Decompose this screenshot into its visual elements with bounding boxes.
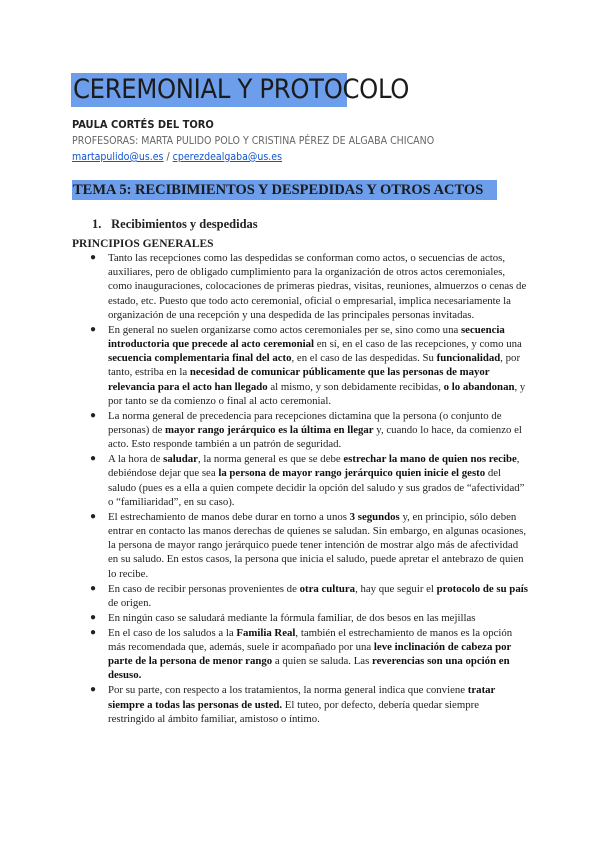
bullet-bold-text: otra cultura xyxy=(299,582,356,595)
bullet-bold-text: reverencias son una opción en desuso. xyxy=(108,655,510,682)
bullet-bold-text: la persona de mayor rango jerárquico quien inicie el gesto xyxy=(218,467,486,480)
bullet-bold-text: funcionalidad xyxy=(436,352,501,365)
bullet-bold-text: necesidad de comunicar públicamente que las personas de mayor relevancia para el acto han llegado xyxy=(108,366,490,393)
bullet-bold-text: Familia Real xyxy=(236,626,296,639)
bullet-list xyxy=(72,251,528,727)
bullet-dot-icon: ● xyxy=(90,323,97,335)
bullet-text: , la norma general es que se debe xyxy=(197,453,344,466)
document-title: CEREMONIAL Y PROTOCOLO xyxy=(73,74,410,105)
bullet-bold-text: tratar siempre a todas las personas de usted. xyxy=(108,684,496,711)
author-name: PAULA CORTÉS DEL TORO xyxy=(72,118,214,131)
bullet-bold-text: protocolo de su país xyxy=(436,582,528,595)
bullet-item xyxy=(72,611,528,625)
bullet-bold-text: 3 segundos xyxy=(349,510,400,523)
email-link-marta[interactable]: martapulido@us.es xyxy=(72,151,164,163)
bullet-dot-icon: ● xyxy=(90,453,97,465)
tema-heading: TEMA 5: RECIBIMIENTOS Y DESPEDIDAS Y OTROS ACTOS xyxy=(72,180,497,200)
email-line xyxy=(72,151,282,163)
professors-line: PROFESORAS: MARTA PULIDO POLO Y CRISTINA PÉREZ DE ALGABA CHICANO xyxy=(72,135,435,147)
bullet-item xyxy=(72,582,528,610)
bullet-text: El tuteo, por defecto, debería quedar siempre restringido al ámbito familiar, amistoso o íntimo. xyxy=(108,698,480,725)
principios-heading: PRINCIPIOS GENERALES xyxy=(72,238,214,250)
bullet-bold-text: mayor rango jerárquico es la última en llegar xyxy=(164,424,374,437)
bullet-dot-icon: ● xyxy=(90,611,97,623)
bullet-text: , en el caso de las despedidas. Su xyxy=(291,352,437,365)
bullet-dot-icon: ● xyxy=(90,252,97,263)
bullet-dot-icon: ● xyxy=(90,582,97,594)
section-heading xyxy=(92,217,258,232)
email-separator: / xyxy=(163,151,173,163)
bullet-text: y, cuando lo hace, da comienzo el acto. Esto responde también a un patrón de seguridad. xyxy=(108,424,522,451)
bullet-text: El estrechamiento de manos debe durar en torno a unos xyxy=(108,510,350,523)
bullet-dot-icon: ● xyxy=(90,626,97,638)
bullet-bold-text: secuencia introductoria que precede al acto ceremonial xyxy=(108,323,505,351)
bullet-dot-icon: ● xyxy=(90,510,97,522)
bullet-text: Por su parte, con respecto a los tratamientos, la norma general indica que conviene xyxy=(108,684,468,697)
bullet-item xyxy=(72,683,528,726)
bullet-text: En general no suelen organizarse como actos ceremoniales per se, sino como una xyxy=(108,323,461,336)
bullet-text: , por tanto, estriba en la xyxy=(108,352,521,379)
bullet-dot-icon: ● xyxy=(90,684,97,696)
bullet-bold-text: leve inclinación de cabeza por parte de la persona de menor rango xyxy=(108,641,512,668)
bullet-text: , también el estrechamiento de manos es la opción más recomendada que, además, suele ir acompañado por una xyxy=(108,626,513,654)
bullet-item xyxy=(72,510,528,581)
section-title: Recibimientos y despedidas xyxy=(111,217,258,231)
bullet-text: de origen. xyxy=(108,596,152,609)
bullet-item xyxy=(72,409,528,452)
email-link-cristina[interactable]: cperezdealgaba@us.es xyxy=(172,151,282,163)
bullet-text: En caso de recibir personas provenientes de xyxy=(108,582,300,595)
bullet-item xyxy=(72,251,528,322)
bullet-text: , debiéndose dejar que sea xyxy=(108,453,520,480)
bullet-dot-icon: ● xyxy=(90,409,97,421)
bullet-text: A la hora de xyxy=(108,453,164,466)
bullet-text: En el caso de los saludos a la xyxy=(108,626,237,639)
bullet-item xyxy=(72,323,528,408)
bullet-text: y, en principio, sólo deben entrar en contacto las manos derechas de quienes se saludan. Sin embargo, en algunas ocasiones, la persona de mayor rango jerárquico puede tener intención de mostrar algo más de afectividad en su saludo. En estos casos, la persona que inicia el saludo, puede apretar el antebrazo de quien lo recibe. xyxy=(108,510,527,580)
bullet-text: a quien se saluda. Las xyxy=(272,655,372,668)
bullet-bold-text: saludar xyxy=(163,453,198,466)
bullet-item xyxy=(72,452,528,509)
bullet-item xyxy=(72,626,528,683)
bullet-bold-text: estrechar la mano de quien nos recibe xyxy=(343,453,517,466)
bullet-bold-text: secuencia complementaria final del acto xyxy=(108,352,292,365)
section-number: 1. xyxy=(92,217,102,231)
bullet-text: , hay que seguir el xyxy=(355,582,437,595)
bullet-text: En ningún caso se saludará mediante la fórmula familiar, de dos besos en las mejillas xyxy=(108,611,476,624)
bullet-text: La norma general de precedencia para recepciones dictamina que la persona (o conjunto de personas) de xyxy=(108,409,502,437)
bullet-text: Tanto las recepciones como las despedidas se conforman como actos, o secuencias de actos, auxiliares, pero de obligado cumplimiento para la organización de otros actos ceremoniales, como inauguraciones, colocaciones de primeras piedras, visitas, reuniones, almuerzos o cenas de estado, etc. Puesto que todo acto ceremonial, oficial o empresarial, implica necesariamente la organización de una recepción y una despedida de las principales personas invitadas. xyxy=(108,252,527,321)
bullet-text: al mismo, y son debidamente recibidas, xyxy=(267,380,444,393)
bullet-text: del saludo (pues es a ella a quien compete decidir la opción del saludo y sus grados de “afectividad” o “familiaridad”, en su caso). xyxy=(108,467,525,508)
bullet-text: , y por tanto se da comienzo o final al acto ceremonial. xyxy=(108,380,526,407)
bullet-bold-text: o lo abandonan xyxy=(443,380,515,393)
bullet-text: en sí, en el caso de las recepciones, y como una xyxy=(314,338,522,351)
